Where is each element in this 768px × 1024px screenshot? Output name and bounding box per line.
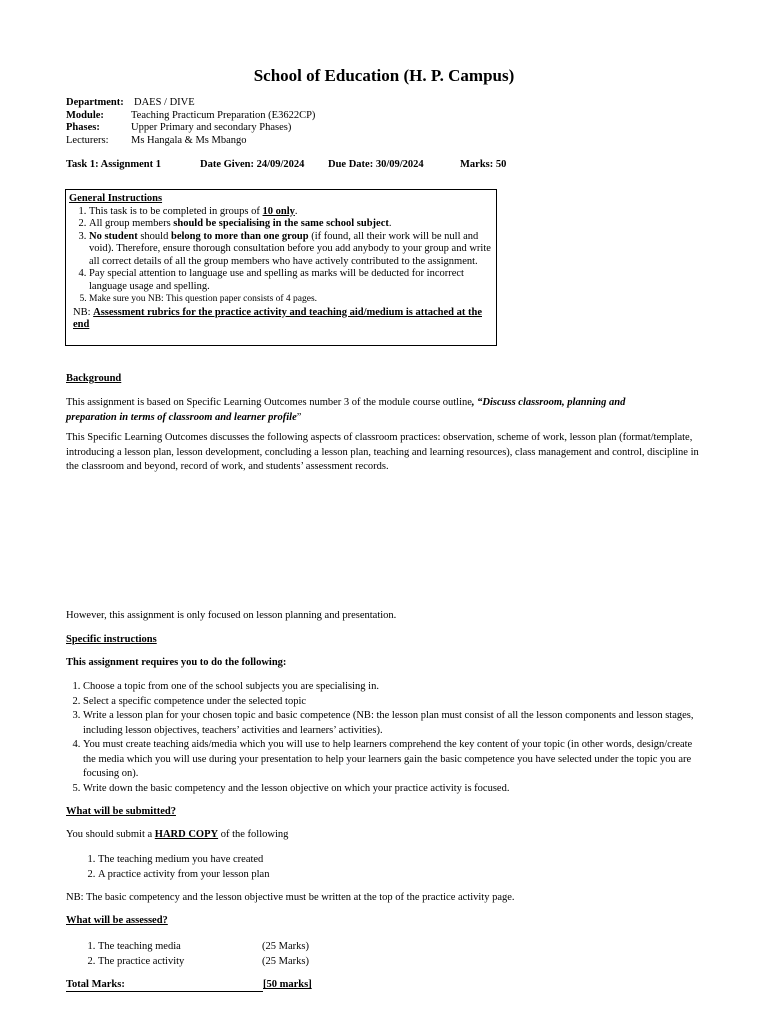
- instruction-item: 1. This task is to be completed in groups of 10 only.: [89, 206, 492, 219]
- task-assignment: Task 1: Assignment 1: [66, 159, 162, 170]
- list-item: 5. Write down the basic competency and the lesson objective on which your practice activity is focused.: [83, 782, 706, 797]
- lecturers-label: Lecturers:: [66, 134, 109, 146]
- specific-intro: This assignment requires you to do the following:: [66, 657, 287, 668]
- task-line: [66, 159, 506, 170]
- module-value: Teaching Practicum Preparation (E3622CP): [131, 109, 316, 121]
- task-due-date: Due Date: 30/09/2024: [328, 159, 424, 170]
- list-item: 3. Write a lesson plan for your chosen topic and basic competence (NB: the lesson plan must consist of all the lesson components and lesson stages, including lesson objectives, teachers’ activities and learners’ activities).: [83, 709, 706, 738]
- assess-heading: What will be assessed?: [66, 915, 168, 926]
- department-value: DAES / DIVE: [134, 97, 195, 108]
- task-marks: Marks: 50: [460, 159, 507, 170]
- specific-instructions-heading: Specific instructions: [66, 634, 157, 645]
- module-label: Module:: [66, 109, 104, 121]
- specific-list: [66, 680, 706, 796]
- instruction-item: 4. Pay special attention to language use and spelling as marks will be deducted for incorrect language usage and spelling.: [89, 268, 492, 293]
- total-marks-value: [50 marks]: [263, 979, 312, 990]
- list-item: 1. The teaching medium you have created: [98, 852, 706, 867]
- lecturers-value: Ms Hangala & Ms Mbango: [131, 134, 247, 146]
- list-item: 1. Choose a topic from one of the school subjects you are specialising in.: [83, 680, 706, 695]
- meta-block: [66, 97, 466, 149]
- background-paragraph-1: This assignment is based on Specific Learning Outcomes number 3 of the module course outline, “Discuss classroom, planning and preparation in terms of classroom and learner profile”: [66, 397, 626, 423]
- list-item: 2. The practice activity (25 Marks): [98, 954, 706, 969]
- phases-label: Phases:: [66, 122, 100, 133]
- submit-heading: What will be submitted?: [66, 806, 176, 817]
- instruction-item: 3. No student should belong to more than one group (if found, all their work will be null and void). Therefore, ensure thorough consultation before you add anybody to your group and write all correct details of all the group members who have actively contributed to the assignment.: [89, 231, 492, 269]
- list-item: 4. You must create teaching aids/media which you will use to help learners comprehend the key content of your topic (in other words, design/create the media which you will use during your presentation to help your learners gain the basic competence you have selected under the topic you are focusing on).: [83, 738, 706, 782]
- focus-paragraph: However, this assignment is only focused on lesson planning and presentation.: [66, 610, 397, 621]
- page-title: School of Education (H. P. Campus): [253, 66, 515, 85]
- submit-intro: You should submit a HARD COPY of the following: [66, 829, 289, 840]
- task-date-given: Date Given: 24/09/2024: [200, 159, 305, 170]
- phases-value: Upper Primary and secondary Phases): [131, 122, 292, 133]
- list-item: 1. The teaching media (25 Marks): [98, 939, 706, 954]
- submit-list: [66, 852, 706, 882]
- assess-list: [66, 939, 706, 969]
- general-instructions-heading: General Instructions: [69, 193, 163, 204]
- background-paragraph-2: This Specific Learning Outcomes discusses the following aspects of classroom practices: observation, scheme of work, lesson plan (format/template, introducing a lesson plan, lesson development, concluding a lesson plan, teaching and learning resources), class management and control, discipline in the classroom and beyond, record of work, and students’ assessment records.: [66, 432, 699, 472]
- instruction-item: 5. Make sure you NB: This question paper consists of 4 pages.: [89, 293, 492, 306]
- general-instructions-box: [65, 189, 497, 346]
- total-marks-line: [66, 978, 706, 993]
- submit-nb: NB: The basic competency and the lesson objective must be written at the top of the practice activity page.: [66, 892, 515, 903]
- instruction-item: 2. All group members should be specialising in the same school subject.: [89, 218, 492, 231]
- background-heading: Background: [66, 373, 122, 384]
- instructions-nb: NB: Assessment rubrics for the practice activity and teaching aid/medium is attached at the end: [73, 306, 482, 330]
- list-item: 2. Select a specific competence under the selected topic: [83, 695, 706, 710]
- department-label: Department:: [66, 97, 124, 108]
- total-marks-label: Total Marks:: [66, 979, 263, 992]
- list-item: 2. A practice activity from your lesson plan: [98, 867, 706, 882]
